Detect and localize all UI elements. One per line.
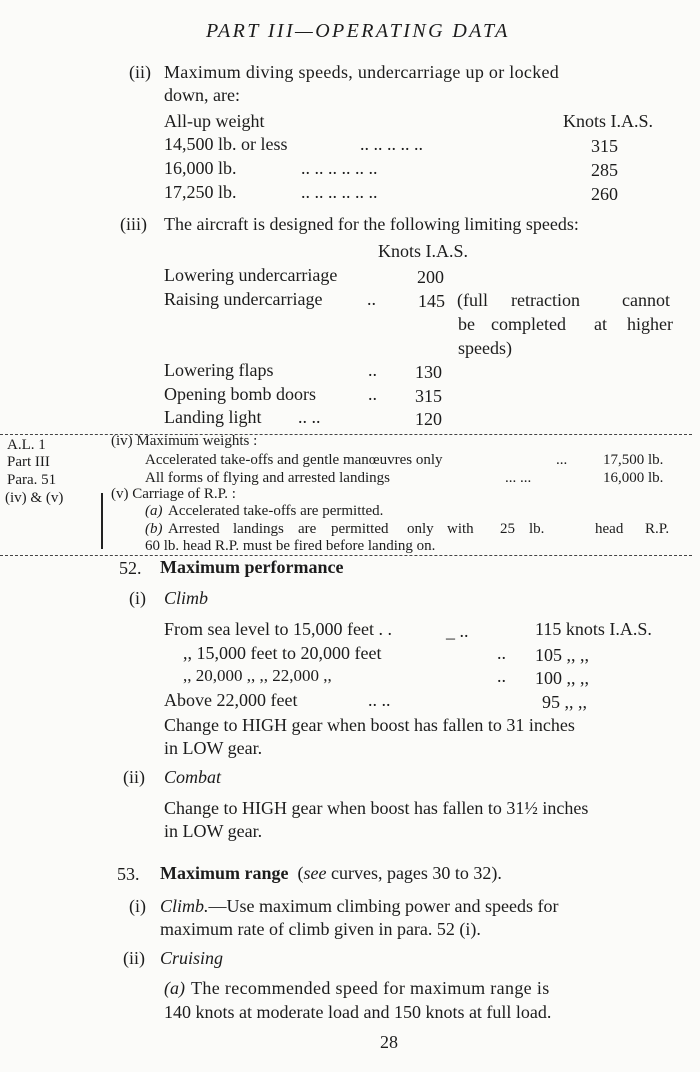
climb-label: ,, 20,000 ,, ,, 22,000 ,, — [183, 666, 332, 685]
page-title: PART III—OPERATING DATA — [206, 20, 510, 42]
climb-heading: Climb — [164, 588, 209, 608]
range-paren: ( — [297, 863, 304, 883]
limits-value: 130 — [415, 362, 442, 382]
limits-label: Raising undercarriage — [164, 289, 323, 309]
section-number: 53. — [117, 864, 140, 884]
amendment-margin-label: (iv) & (v) — [5, 490, 64, 506]
combat-heading: Combat — [164, 767, 222, 787]
limits-intro: The aircraft is designed for the following limiting speeds: — [164, 214, 579, 234]
diving-weight: 16,000 lb. — [164, 158, 237, 178]
amendment-bottom-rule — [0, 555, 692, 556]
limits-dots: .. — [368, 384, 377, 404]
diving-weight: 14,500 lb. or less — [164, 134, 288, 154]
diving-intro-line2: down, are: — [164, 85, 240, 105]
page-number: 28 — [380, 1032, 398, 1052]
section-heading: Maximum performance — [160, 557, 344, 577]
range-climb-heading: Climb. — [160, 896, 209, 916]
rp-word: with — [447, 521, 474, 537]
climb-speed: 105 ,, ,, — [535, 645, 589, 665]
climb-dots: .. — [497, 666, 506, 686]
diving-col-knots: Knots I.A.S. — [563, 111, 654, 131]
climb-item-number: (i) — [129, 588, 146, 608]
limits-label: Opening bomb doors — [164, 384, 316, 404]
weights-row-value: 17,500 lb. — [603, 452, 664, 468]
combat-item-number: (ii) — [123, 767, 145, 787]
combat-note: Change to HIGH gear when boost has fallen to 31½ inches — [164, 798, 589, 818]
cruising-text: The recommended speed for maximum range is — [191, 978, 550, 998]
amendment-margin-label: A.L. 1 — [7, 437, 46, 453]
diving-intro-line1: Maximum diving speeds, undercarriage up or locked — [164, 62, 560, 82]
range-climb-line2: maximum rate of climb given in para. 52 (i). — [160, 919, 481, 939]
climb-dots: _ .. — [446, 621, 469, 641]
weights-row-label: All forms of flying and arrested landings — [145, 470, 390, 486]
climb-speed: 95 ,, ,, — [542, 692, 587, 712]
climb-speed: 100 ,, ,, — [535, 668, 589, 688]
rp-word: permitted — [331, 521, 389, 537]
rp-item-marker: (b) — [145, 521, 163, 537]
limits-note-word: at — [594, 314, 607, 334]
weights-heading: (iv) Maximum weights : — [111, 433, 258, 449]
rp-word: head — [595, 521, 624, 537]
limits-dots: .. — [368, 360, 377, 380]
limits-col-knots: Knots I.A.S. — [378, 241, 469, 261]
rp-word: 25 — [500, 521, 515, 537]
range-climb-text: —Use maximum climbing power and speeds for — [208, 896, 559, 916]
rp-item-text: Accelerated take-offs are permitted. — [168, 503, 384, 519]
rp-word: Arrested — [168, 521, 220, 537]
rp-item-marker: (a) — [145, 503, 163, 519]
range-climb-number: (i) — [129, 896, 146, 916]
rp-last-line: 60 lb. head R.P. must be fired before landing on. — [145, 538, 436, 554]
rp-word: only — [407, 521, 434, 537]
climb-note: in LOW gear. — [164, 738, 263, 758]
cruising-heading: Cruising — [160, 948, 224, 968]
diving-dots: .. .. .. .. .. .. — [301, 182, 378, 202]
diving-col-weight: All-up weight — [164, 111, 265, 131]
diving-knots: 285 — [591, 160, 618, 180]
amendment-margin-bar — [101, 493, 103, 549]
combat-note: in LOW gear. — [164, 821, 263, 841]
limits-dots: .. — [367, 289, 376, 309]
weights-row-dots: ... ... — [505, 470, 532, 486]
diving-dots: .. .. .. .. .. .. — [301, 158, 378, 178]
limits-value: 315 — [415, 386, 442, 406]
limits-label: Lowering flaps — [164, 360, 274, 380]
rp-word: R.P. — [645, 521, 670, 537]
rp-word: are — [298, 521, 317, 537]
climb-note: Change to HIGH gear when boost has fallen to 31 inches — [164, 715, 575, 735]
limits-note-word: be — [458, 314, 475, 334]
climb-dots: .. — [497, 643, 506, 663]
limits-note-word: cannot — [622, 290, 670, 310]
limits-value: 200 — [417, 267, 444, 287]
cruising-text: 140 knots at moderate load and 150 knots at full load. — [164, 1002, 552, 1022]
rp-word: lb. — [529, 521, 545, 537]
limits-note-word: retraction — [511, 290, 580, 310]
section-heading: Maximum range — [160, 863, 289, 883]
limits-label: Landing light — [164, 407, 262, 427]
section-number: 52. — [119, 558, 142, 578]
limits-value: 145 — [418, 291, 445, 311]
rp-word: landings — [233, 521, 284, 537]
limits-dots: .. .. — [298, 407, 321, 427]
climb-label: Above 22,000 feet — [164, 690, 298, 710]
climb-dots: .. .. — [368, 690, 391, 710]
limits-item-number: (iii) — [120, 214, 147, 234]
range-see: see — [303, 863, 327, 883]
cruising-sub-marker: (a) — [164, 978, 185, 998]
limits-note-word: completed — [491, 314, 566, 334]
climb-label: From sea level to 15,000 feet . . — [164, 619, 392, 639]
weights-row-label: Accelerated take-offs and gentle manœuvres only — [145, 452, 443, 468]
amendment-margin-label: Part III — [7, 454, 50, 470]
weights-row-value: 16,000 lb. — [603, 470, 664, 486]
limits-label: Lowering undercarriage — [164, 265, 338, 285]
limits-note-word: (full — [457, 290, 488, 310]
climb-label: ,, 15,000 feet to 20,000 feet — [183, 643, 382, 663]
cruising-item-number: (ii) — [123, 948, 145, 968]
amendment-margin-label: Para. 51 — [7, 472, 57, 488]
range-climb-line1 — [160, 895, 558, 917]
limits-note-word: speeds) — [458, 338, 512, 358]
diving-knots: 260 — [591, 184, 618, 204]
diving-weight: 17,250 lb. — [164, 182, 237, 202]
diving-knots: 315 — [591, 136, 618, 156]
rp-heading: (v) Carriage of R.P. : — [111, 486, 236, 502]
diving-item-number: (ii) — [129, 62, 151, 82]
climb-speed: 115 knots I.A.S. — [535, 619, 652, 639]
diving-dots: .. .. .. .. .. — [360, 134, 423, 154]
weights-row-dots: ... — [556, 452, 568, 468]
limits-value: 120 — [415, 409, 442, 429]
range-heading-line — [160, 862, 502, 884]
limits-note-word: higher — [627, 314, 673, 334]
range-reference: curves, pages 30 to 32). — [330, 863, 502, 883]
amendment-top-rule — [0, 434, 692, 435]
